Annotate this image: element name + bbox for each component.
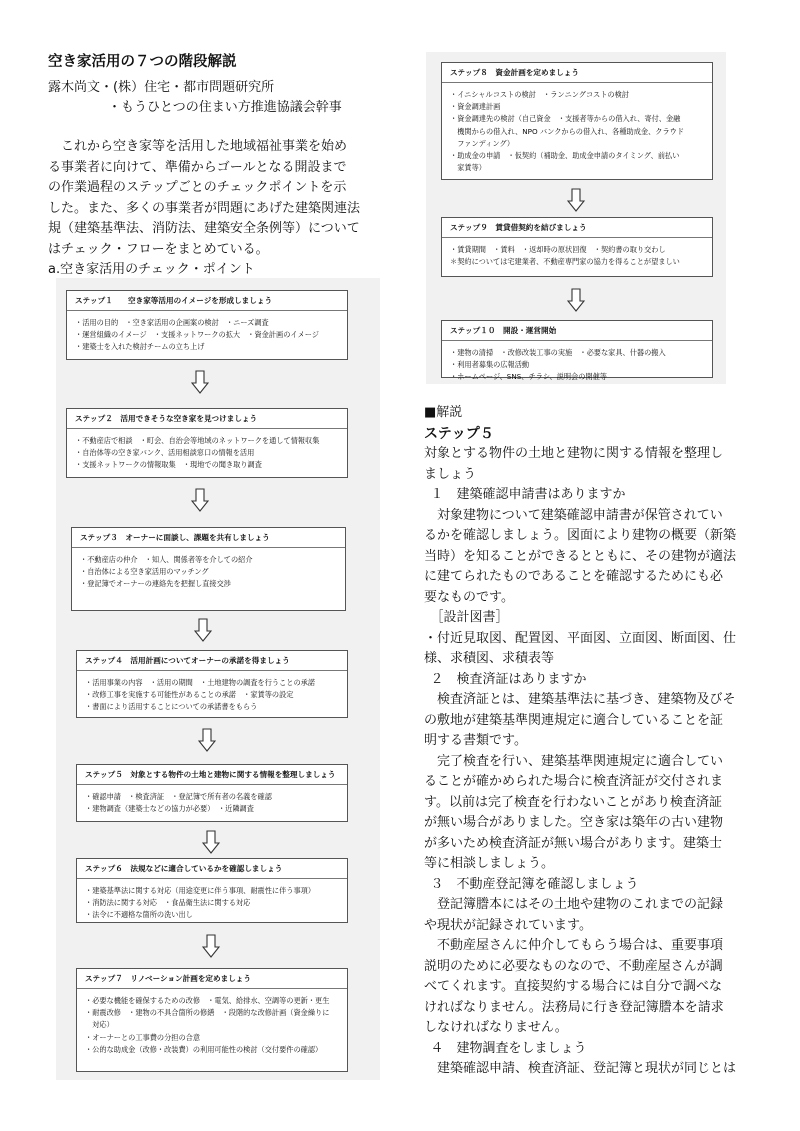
step-item: ・運営組織のイメージ ・支援ネットワークの拡大 ・資金計画のイメージ: [75, 330, 319, 340]
commentary-line: ２ 検査済証はありますか: [430, 671, 587, 687]
step-item: ・支援ネットワークの情報取集 ・現地での聞き取り調査: [75, 460, 262, 470]
step-item: ・建築士を入れた検討チームの立ち上げ: [75, 342, 205, 352]
step-item: ・利用者募集の広報活動: [450, 360, 530, 370]
step-items: [442, 238, 712, 272]
step-heading: ステップ３ オーナーに面談し、課題を共有しましょう: [72, 528, 345, 548]
step-heading: ステップ６ 法規などに適合しているかを確認しましょう: [77, 859, 347, 879]
step-item: 機関からの借入れ、NPO バンクからの借入れ、各種助成金、クラウド: [450, 126, 685, 136]
commentary-line: が無い場合がありました。空き家は築年の古い建物: [424, 815, 724, 830]
down-arrow-icon: [202, 830, 220, 854]
step-item: ・消防法に関する対応 ・食品衛生法に関する対応: [85, 898, 251, 908]
author-line-2: ・もうひとつの住まい方推進協議会幹事: [108, 100, 342, 115]
down-arrow-icon: [191, 370, 209, 394]
step-box-1: [66, 290, 348, 360]
author-block: [48, 78, 388, 118]
step-heading: ステップ８ 資金計画を定めましょう: [442, 63, 712, 83]
commentary-line: ることが確かめられた場合に検査済証が交付されま: [424, 774, 724, 789]
commentary-line: ければなりません。法務局に行き登記簿謄本を請求: [424, 999, 724, 1015]
commentary: [424, 403, 764, 1080]
step-item: ・書面により活用することについての承諾書をもらう: [85, 702, 258, 712]
commentary-line: １ 建築確認申請書はありますか: [430, 487, 626, 502]
step-item: ・法令に不適格な箇所の洗い出し: [85, 910, 193, 920]
step-item: ・登記簿でオーナーの連絡先を把握し直接交渉: [80, 579, 231, 589]
step-item: ・不動産店で相談 ・町会、自治会等地域のネットワークを通して情報収集: [75, 436, 320, 445]
down-arrow-icon: [191, 488, 209, 512]
step-heading: ステップ９ 賃貸借契約を結びましょう: [442, 218, 712, 238]
step-box-6: [76, 858, 348, 923]
step-item: ・活用の目的 ・空き家活用の企画案の検討 ・ニーズ調査: [75, 318, 269, 327]
intro-line: した。また、多くの事業者が問題にあげた建築関連法: [48, 200, 361, 216]
step-box-4: [76, 650, 348, 718]
step-box-9: [441, 217, 713, 277]
step-heading: ステップ５ 対象とする物件の土地と建物に関する情報を整理しましょう: [77, 765, 347, 785]
step-items: [442, 83, 712, 178]
commentary-line: ましょう: [424, 466, 477, 482]
down-arrow-icon: [194, 618, 212, 642]
down-arrow-icon: [198, 728, 216, 752]
step-item: ・建物調査（建築士などの協力が必要） ・近隣調査: [85, 804, 254, 814]
commentary-line: 説明のために必要なものなので、不動産屋さんが調: [424, 958, 723, 974]
step-box-2: [66, 408, 348, 478]
down-arrow-icon: [202, 934, 220, 958]
step-item: ・自治体等の空き家バンク、活用相談窓口の情報を活用: [75, 448, 255, 458]
down-arrow-icon: [567, 188, 585, 212]
intro-line: これから空き家等を活用した地域福祉事業を始め: [61, 139, 348, 154]
step-item: 家賃等）: [450, 163, 486, 173]
article-title: 空き家活用の７つの階段解説: [48, 54, 237, 70]
step-item: ・資金調達先の検討（自己資金 ・支援者等からの借入れ、寄付、金融: [450, 114, 681, 124]
step-items: [67, 429, 347, 476]
step-item: ・助成金の申請 ・仮契約（補助金、助成金申請のタイミング、前払い: [450, 151, 680, 161]
step-box-3: [71, 527, 346, 611]
step-item: ファンディング）: [450, 138, 515, 148]
step-item: ・ホームページ、SNS、チラシ、説明会の開催等: [450, 372, 607, 382]
commentary-line: す。以前は完了検査を行わないことがあり検査済証: [424, 794, 722, 810]
commentary-line: 当時）を知ることができるとともに、その建物が適法: [424, 548, 737, 564]
intro-line: はチェック・フローをまとめている。: [48, 241, 269, 257]
step-items: [72, 548, 345, 595]
commentary-line: 等に相談しましょう。: [424, 856, 555, 871]
step-item: ・資金調達計画: [450, 102, 501, 112]
commentary-line: 完了検査を行い、建築基準関連規定に適合してい: [437, 753, 724, 769]
step-item: ＊契約については宅建業者、不動産専門家の協力を得ることが望ましい: [450, 257, 680, 267]
step-items: [77, 671, 347, 718]
commentary-line: の敷地が建築基準関連規定に適合していることを証: [424, 712, 724, 728]
commentary-line: 登記簿謄本にはその土地や建物のこれまでの記録: [437, 897, 724, 912]
step-items: [77, 989, 347, 1060]
step-item: ・公的な助成金（改修・改装費）の利用可能性の検討（交付要件の確認）: [85, 1044, 323, 1054]
commentary-heading: ■解説: [424, 405, 463, 420]
step-items: [442, 341, 712, 388]
step-items: [77, 879, 347, 926]
step-item: ・オーナーとの工事費の分担の合意: [85, 1032, 201, 1042]
commentary-line: るかを確認しましょう。図面により建物の概要（新築: [424, 528, 737, 543]
commentary-line: ・付近見取図、配置図、平面図、立面図、断面図、仕: [424, 630, 737, 646]
commentary-line: 建築確認申請、検査済証、登記簿と現状が同じとは: [437, 1061, 737, 1076]
commentary-line: に建てられたものであることを確認するためにも必: [424, 569, 724, 584]
step-box-8: [441, 62, 713, 180]
step-item: ・不動産店の仲介 ・知人、関係者等を介しての紹介: [80, 555, 253, 564]
intro-paragraph: [48, 137, 388, 260]
commentary-line: べてくれます。直接契約する場合には自分で調べな: [424, 979, 722, 994]
step-heading: ステップ１０ 開設・運営開始: [442, 321, 712, 341]
step-item: ・耐震改修 ・建物の不具合箇所の修繕 ・段階的な改修計画（資金繰りに: [85, 1008, 330, 1018]
commentary-line: ３ 不動産登記簿を確認しましょう: [430, 876, 639, 892]
section-label: a.空き家活用のチェック・ポイント: [48, 262, 255, 277]
commentary-line: 対象建物について建築確認申請書が保管されてい: [437, 507, 723, 523]
commentary-line: 不動産屋さんに仲介してもらう場合は、重要事項: [437, 938, 724, 953]
intro-line: の作業過程のステップごとのチェックポイントを示: [48, 180, 347, 195]
step-item: ・建築基準法に関する対応（用途変更に伴う事項、耐震性に伴う事項）: [85, 886, 316, 895]
step-heading: ステップ７ リノベーション計画を定めましょう: [77, 969, 347, 989]
step-items: [67, 311, 347, 358]
intro-line: 規（建築基準法、消防法、建築安全条例等）について: [48, 221, 360, 236]
step-item: ・建物の清掃 ・改修改装工事の実施 ・必要な家具、什器の搬入: [450, 348, 666, 357]
step-items: [77, 785, 347, 819]
step-heading: ステップ１ 空き家等活用のイメージを形成しましょう: [67, 291, 347, 311]
commentary-line: しなければなりません。: [424, 1020, 568, 1035]
step-box-10: [441, 320, 713, 382]
left-column: [48, 50, 388, 280]
commentary-line: ４ 建物調査をしましょう: [430, 1040, 587, 1056]
commentary-step-title: ステップ５: [424, 425, 494, 442]
commentary-line: 検査済証とは、建築基準法に基づき、建築物及びそ: [437, 692, 736, 707]
commentary-line: や現状が記録されています。: [424, 917, 592, 933]
commentary-line: 様、求積図、求積表等: [424, 651, 555, 666]
commentary-line: が多いため検査済証が無い場合があります。建築士: [424, 835, 722, 851]
commentary-line: 要なものです。: [424, 589, 514, 605]
author-line-1: 露木尚文・(株）住宅・都市問題研究所: [48, 80, 275, 95]
step-item: ・改修工事を実施する可能性があることの承諾 ・家賃等の設定: [85, 690, 294, 700]
step-item: ・賃貸期間 ・賃料 ・返却時の原状回復 ・契約書の取り交わし: [450, 245, 666, 254]
step-heading: ステップ４ 活用計画についてオーナーの承諾を得ましょう: [77, 651, 347, 671]
commentary-line: 明する書類です。: [424, 733, 527, 748]
step-item: 対応）: [85, 1020, 114, 1030]
step-item: ・イニシャルコストの検討 ・ランニングコストの検討: [450, 90, 629, 99]
step-item: ・活用事業の内容 ・活用の期間 ・土地建物の調査を行うことの承諾: [85, 678, 316, 687]
intro-line: る事業者に向けて、準備からゴールとなる開設まで: [48, 159, 347, 175]
step-item: ・必要な機能を確保するための改修 ・電気、給排水、空調等の更新・更生: [85, 996, 330, 1005]
commentary-line: ［設計図書］: [430, 610, 509, 625]
step-heading: ステップ２ 活用できそうな空き家を見つけましょう: [67, 409, 347, 429]
step-box-5: [76, 764, 348, 822]
commentary-body: [424, 444, 764, 1080]
commentary-line: 対象とする物件の土地と建物に関する情報を整理し: [424, 446, 724, 461]
down-arrow-icon: [567, 288, 585, 312]
step-item: ・自治体による空き家活用のマッチング: [80, 567, 209, 577]
step-box-7: [76, 968, 348, 1072]
step-item: ・確認申請 ・検査済証 ・登記簿で所有者の名義を確認: [85, 792, 272, 801]
